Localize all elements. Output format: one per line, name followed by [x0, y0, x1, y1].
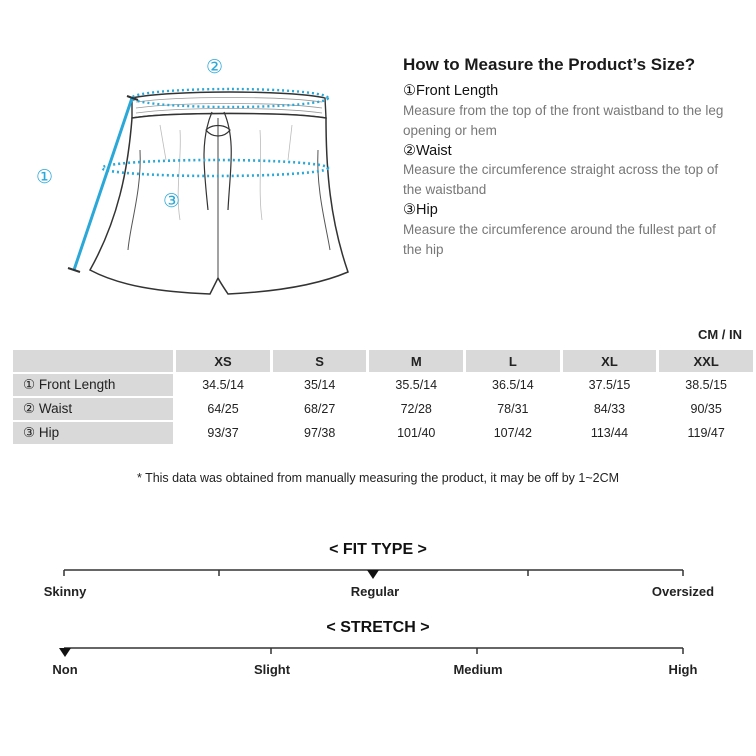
size-header: XL	[563, 350, 657, 372]
marker-front-length: ①	[36, 167, 54, 188]
marker-waist: ②	[206, 57, 224, 78]
stretch-label-medium: Medium	[453, 662, 503, 677]
table-row	[13, 398, 753, 420]
row-label: ③ Hip	[13, 422, 173, 444]
measure-heading-hip: ③Hip	[403, 202, 438, 218]
table-cell: 64/25	[207, 402, 239, 416]
table-cell: 34.5/14	[202, 378, 244, 392]
table-cell: 35/14	[304, 378, 336, 392]
marker-hip: ③	[163, 191, 181, 212]
stretch-scale	[0, 638, 756, 662]
table-cell: 107/42	[493, 426, 532, 440]
size-header: L	[466, 350, 560, 372]
size-chart-table	[10, 348, 756, 446]
size-header: XS	[176, 350, 270, 372]
table-cell: 35.5/14	[395, 378, 438, 392]
stretch-label-slight: Slight	[253, 662, 291, 677]
stretch-label-high: High	[668, 662, 698, 677]
table-cell: 78/31	[497, 402, 529, 416]
table-cell: 68/27	[304, 402, 336, 416]
table-row	[13, 374, 753, 396]
fit-type-indicator	[367, 570, 379, 579]
table-cell: 84/33	[593, 402, 626, 416]
fit-type-scale	[0, 560, 756, 584]
table-corner-cell	[13, 350, 173, 372]
table-cell: 38.5/15	[685, 378, 727, 392]
size-header: S	[273, 350, 367, 372]
table-cell: 72/28	[400, 402, 432, 416]
table-cell: 119/47	[687, 426, 725, 440]
shorts-diagram	[30, 50, 360, 320]
table-cell: 37.5/15	[588, 378, 631, 392]
measure-desc-hip: Measure the circumference around the fullest part of the hip	[403, 222, 716, 257]
measure-heading-front-length: ①Front Length	[403, 83, 499, 99]
fit-label-oversized: Oversized	[651, 584, 715, 599]
table-header-row	[13, 350, 753, 372]
measure-desc-front-length: Measure from the top of the front waistband to the leg opening or hem	[403, 103, 724, 138]
fit-label-regular: Regular	[350, 584, 400, 599]
row-label: ② Waist	[13, 398, 173, 420]
size-header: XXL	[659, 350, 753, 372]
table-row	[13, 422, 753, 444]
guide-title: How to Measure the Product’s Size?	[403, 55, 696, 74]
stretch-label-non: Non	[52, 662, 78, 677]
stretch-indicator	[59, 648, 71, 657]
table-cell: 97/38	[304, 426, 336, 440]
table-cell: 90/35	[690, 402, 722, 416]
measure-desc-waist: Measure the circumference straight across the top of the waistband	[403, 162, 719, 197]
shorts-body	[90, 114, 348, 295]
fit-type-title: < FIT TYPE >	[329, 541, 427, 558]
size-header: M	[369, 350, 463, 372]
stretch-title: < STRETCH >	[326, 619, 430, 636]
measure-heading-waist: ②Waist	[403, 143, 452, 159]
fit-label-skinny: Skinny	[43, 584, 87, 599]
table-cell: 101/40	[397, 426, 436, 440]
table-cell: 36.5/14	[492, 378, 534, 392]
table-cell: 93/37	[207, 426, 239, 440]
unit-label: CM / IN	[697, 327, 742, 342]
measurement-note: * This data was obtained from manually measuring the product, it may be off by 1~2CM	[136, 471, 620, 485]
row-label: ① Front Length	[13, 374, 173, 396]
table-cell: 113/44	[590, 426, 629, 440]
